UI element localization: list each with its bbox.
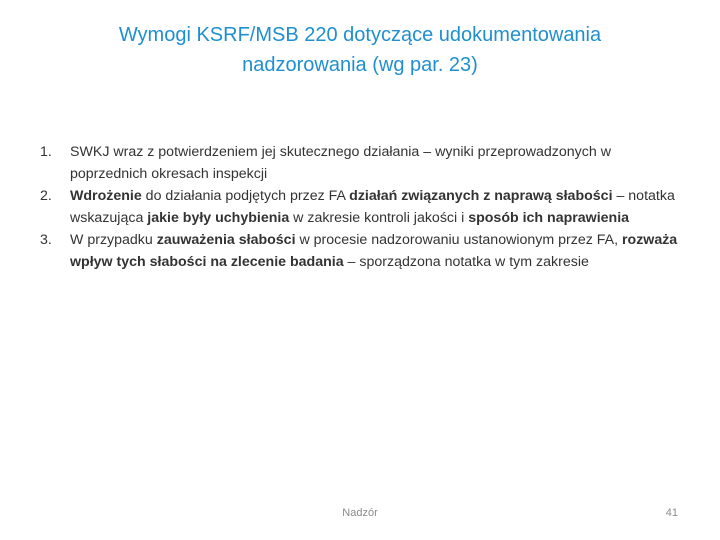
list-item <box>34 185 684 229</box>
list-item-emphasis: jakie były uchybienia <box>147 210 290 226</box>
list-item-emphasis: sposób ich naprawienia <box>468 210 630 226</box>
slide-title-line-2: nadzorowania (wg par. 23) <box>242 54 478 76</box>
requirements-list <box>34 141 684 273</box>
list-item-emphasis: Wdrożenie <box>70 188 142 204</box>
list-item-number: 3. <box>40 232 52 248</box>
list-item-number: 1. <box>40 144 52 160</box>
list-item-text: – notatka wskazująca <box>70 188 675 226</box>
slide-title <box>60 20 660 80</box>
list-item-emphasis: zauważenia słabości <box>156 232 296 248</box>
list-item-emphasis: rozważa wpływ tych słabości na zlecenie badania <box>70 232 678 270</box>
page-number: 41 <box>665 507 678 519</box>
list-item-text: w procesie nadzorowaniu ustanowionym przez FA, <box>295 232 622 248</box>
list-item-text: SWKJ wraz z potwierdzeniem jej skutecznego działania – wyniki przeprowadzonych w poprzednich okresach inspekcji <box>70 144 611 182</box>
list-item-text: w zakresie kontroli jakości i <box>289 210 469 226</box>
slide-title-line-1: Wymogi KSRF/MSB 220 dotyczące udokumentowania <box>118 24 602 46</box>
list-item-emphasis: działań związanych z naprawą słabości <box>349 188 613 204</box>
list-item-text: W przypadku <box>70 232 157 248</box>
list-item <box>34 229 684 273</box>
footer-label: Nadzór <box>342 507 378 519</box>
list-item <box>34 141 684 185</box>
list-item-text: do działania podjętych przez FA <box>141 188 350 204</box>
list-item-number: 2. <box>40 188 52 204</box>
list-item-text: – sporządzona notatka w tym zakresie <box>343 254 589 270</box>
